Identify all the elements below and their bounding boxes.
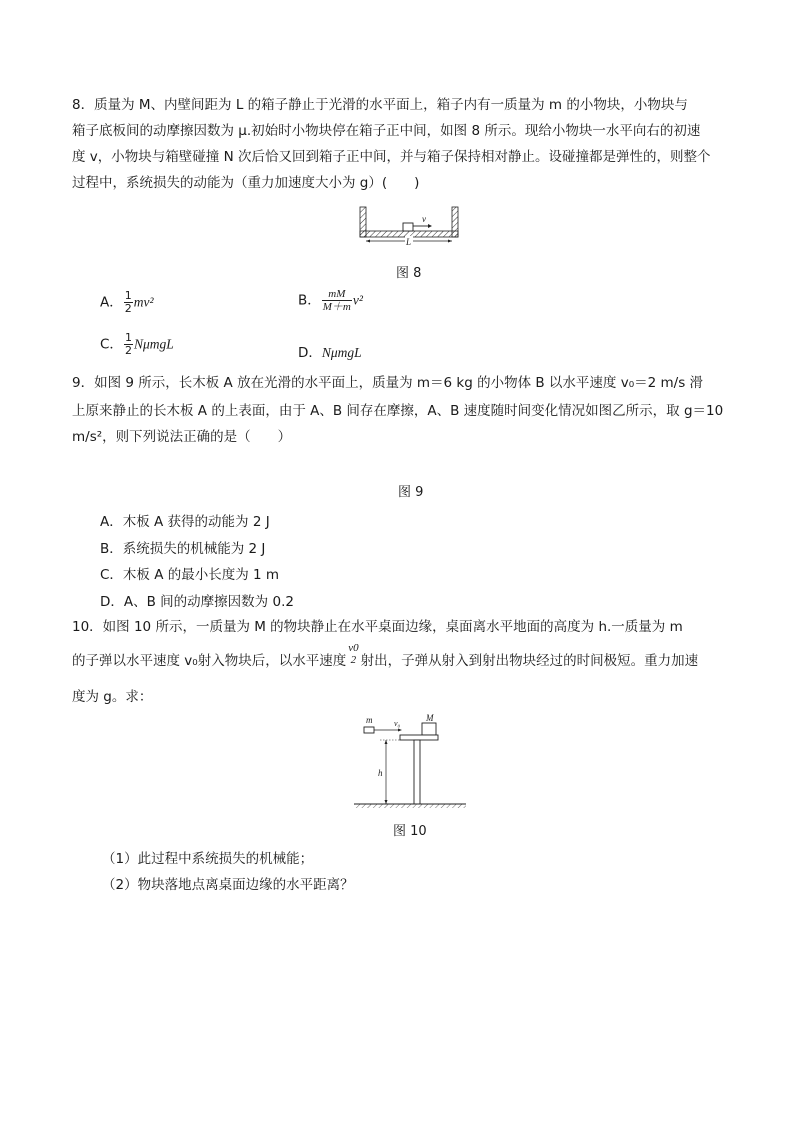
option-letter: D． [298,345,322,361]
bullet-mass-label: m [366,715,373,725]
figure-8-box-diagram [356,205,462,247]
block-mass-label: M [426,713,434,723]
q10-line-2-start: 的子弹以水平速度 v₀射入物块后，以水平速度 [72,653,347,669]
height-label: h [378,768,383,778]
figure-9-caption: 图 9 [398,485,424,500]
velocity-label: v [422,214,426,224]
q8-line-1: 8．质量为 M、内壁间距为 L 的箱子静止于光滑的水平面上，箱子内有一质量为 m 的小物块，小物块与 [72,97,688,113]
q8-option-d[interactable] [298,341,362,361]
v0-over-2-fraction: v0 2 [348,642,359,666]
q10-line-2 [72,642,699,670]
q10-subquestion-2: （2）物块落地点离桌面边缘的水平距离？ [102,877,354,893]
q9-option-c[interactable]: C．木板 A 的最小长度为 1 m [100,567,280,583]
q9-line-1: 9．如图 9 所示，长木板 A 放在光滑的水平面上，质量为 m＝6 kg 的小物体 B 以水平速度 v₀＝2 m/s 滑 [72,375,704,391]
table-top [400,735,438,740]
fraction: $\frac{1}{2}$ [124,289,132,315]
q9-line-3: m/s²，则下列说法正确的是（ ） [72,429,292,445]
small-block [403,223,413,231]
fraction: $\frac{1}{2}$ [124,331,132,357]
q10-line-3: 度为 g。求： [72,689,153,705]
q9-line-2: 上原来静止的长木板 A 的上表面，由于 A、B 间存在摩擦，A、B 速度随时间变化情况如图乙所示，取 g＝10 [72,403,724,419]
option-expr: NμmgL [133,336,174,352]
q9-option-b[interactable]: B．系统损失的机械能为 2 J [100,541,266,557]
length-label: L [406,237,412,247]
figure-8-caption: 图 8 [396,266,422,281]
option-expr: v² [352,292,363,308]
q8-option-b[interactable] [298,288,363,313]
q9-option-a[interactable]: A．木板 A 获得的动能为 2 J [100,514,270,530]
q8-line-2: 箱子底板间的动摩擦因数为 μ.初始时小物块停在箱子正中间，如图 8 所示。现给小物块一水平向右的初速 [72,123,701,139]
block [422,723,436,735]
fraction: $\frac{mM}{M+m}$ [322,288,351,313]
q10-line-1: 10．如图 10 所示，一质量为 M 的物块静止在水平桌面边缘，桌面离水平地面的高度为 h.一质量为 m [72,619,683,635]
option-expr: NμmgL [321,345,362,360]
option-letter: A． [100,294,123,311]
option-letter: B． [298,292,321,309]
figure-10-table-diagram [350,712,470,812]
q8-line-3: 度 v，小物块与箱壁碰撞 N 次后恰又回到箱子正中间，并与箱子保持相对静止。设碰撞都是弹性的，则整个 [72,149,711,165]
option-expr: mv² [133,294,154,310]
ground-hatch [354,804,466,808]
bullet-velocity-label: v₀ [394,719,401,728]
q8-option-a[interactable] [100,290,154,315]
bullet [364,727,374,733]
option-letter: C． [100,336,123,353]
figure-10-caption: 图 10 [393,824,427,839]
q10-line-2-end: 射出，子弹从射入到射出物块经过的时间极短。重力加速 [360,653,699,669]
q8-option-c[interactable] [100,332,174,357]
table-leg [414,740,420,804]
q10-subquestion-1: （1）此过程中系统损失的机械能； [102,851,314,867]
q8-line-4: 过程中，系统损失的动能为（重力加速度大小为 g）( ) [72,175,420,191]
q9-option-d[interactable]: D．A、B 间的动摩擦因数为 0.2 [100,594,294,610]
